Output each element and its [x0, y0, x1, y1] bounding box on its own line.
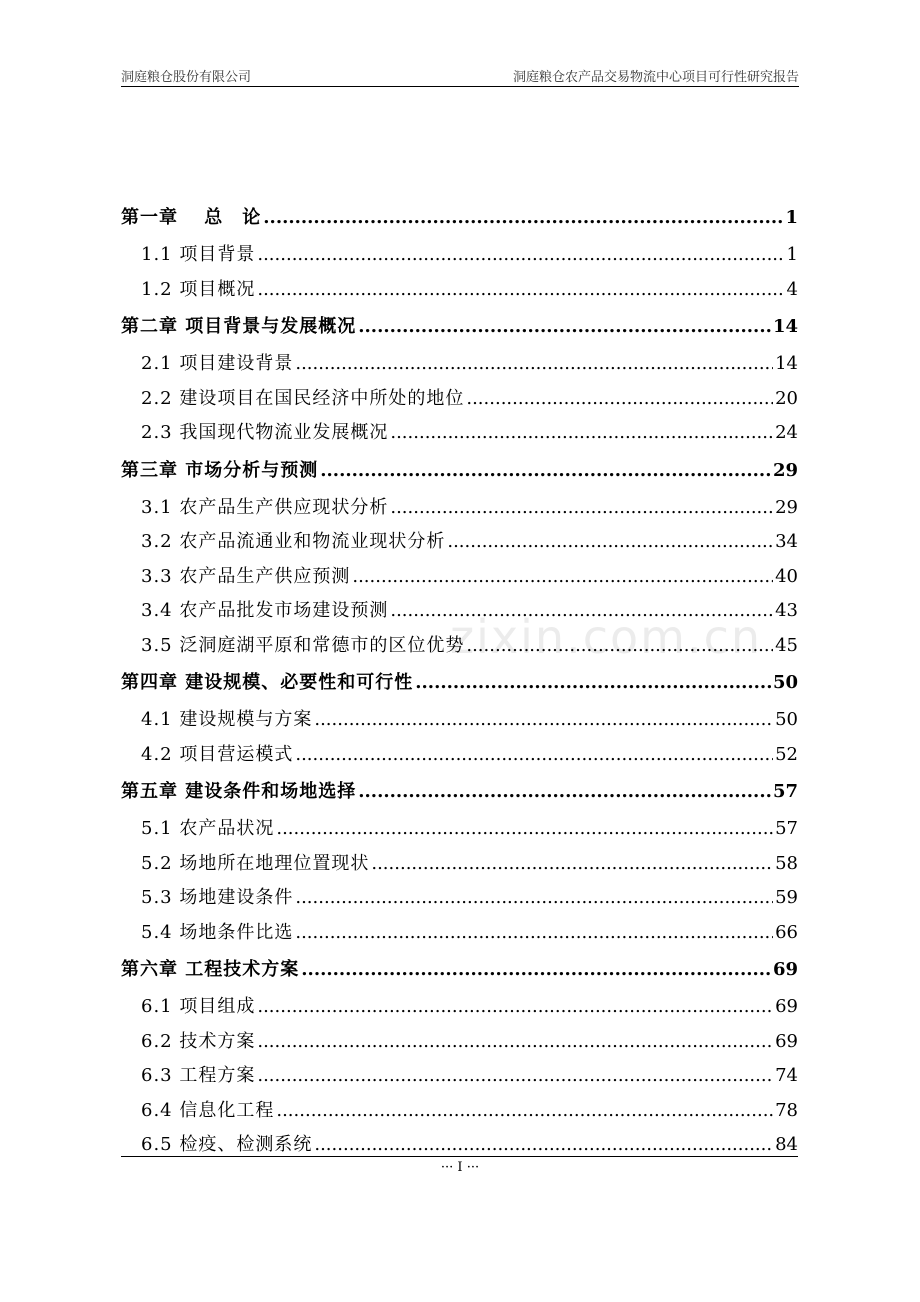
toc-entry-label: 3.5 泛洞庭湖平原和常德市的区位优势 [141, 634, 465, 656]
toc-section-entry[interactable] [121, 491, 798, 526]
toc-entry-label: 第五章 建设条件和场地选择 [121, 781, 357, 802]
toc-entry-label: 5.2 场地所在地理位置现状 [141, 852, 370, 874]
toc-dot-leader [314, 1128, 773, 1163]
toc-entry-label: 第一章 总 论 [121, 207, 262, 228]
toc-entry-page: 52 [775, 743, 798, 765]
toc-section-entry[interactable] [121, 1059, 798, 1094]
toc-entry-label: 第四章 建设规模、必要性和可行性 [121, 672, 414, 693]
toc-section-entry[interactable] [121, 1128, 798, 1163]
toc-entry-page: 14 [775, 353, 798, 374]
toc-entry-label: 5.3 场地建设条件 [141, 887, 294, 908]
toc-entry-page: 1 [785, 207, 798, 228]
toc-section-entry[interactable] [121, 347, 798, 382]
toc-dot-leader [257, 1025, 773, 1060]
toc-entry-page: 69 [775, 996, 798, 1017]
toc-dot-leader [263, 198, 783, 238]
toc-entry-page: 84 [775, 1134, 798, 1155]
toc-entry-label: 2.1 项目建设背景 [141, 353, 294, 374]
toc-section-entry[interactable] [121, 238, 798, 273]
toc-entry-page: 69 [775, 1030, 798, 1052]
toc-section-entry[interactable] [121, 703, 798, 738]
toc-entry-page: 66 [775, 921, 798, 943]
toc-entry-label: 3.2 农产品流通业和物流业现状分析 [141, 531, 446, 552]
toc-entry-page: 43 [775, 600, 798, 621]
toc-section-entry[interactable] [121, 629, 798, 664]
toc-entry-page: 24 [775, 422, 798, 443]
toc-entry-label: 6.4 信息化工程 [141, 1099, 275, 1121]
toc-chapter-entry[interactable] [121, 307, 798, 347]
toc-entry-page: 78 [775, 1099, 798, 1121]
toc-dot-leader [301, 950, 771, 990]
toc-entry-label: 3.4 农产品批发市场建设预测 [141, 600, 389, 621]
header-report-title: 洞庭粮仓农产品交易物流中心项目可行性研究报告 [512, 70, 799, 85]
toc-entry-page: 59 [775, 887, 798, 908]
toc-section-entry[interactable] [121, 525, 798, 560]
toc-dot-leader [447, 525, 773, 560]
toc-entry-label: 2.3 我国现代物流业发展概况 [141, 422, 389, 443]
toc-section-entry[interactable] [121, 990, 798, 1025]
toc-chapter-entry[interactable] [121, 451, 798, 491]
toc-dot-leader [257, 273, 784, 308]
toc-entry-page: 50 [775, 709, 798, 730]
toc-dot-leader [358, 307, 771, 347]
toc-section-entry[interactable] [121, 382, 798, 417]
toc-entry-page: 57 [775, 818, 798, 839]
toc-section-entry[interactable] [121, 1025, 798, 1060]
toc-dot-leader [466, 629, 773, 664]
toc-dot-leader [415, 663, 771, 703]
toc-dot-leader [352, 560, 773, 595]
toc-dot-leader [276, 812, 773, 847]
toc-entry-label: 第三章 市场分析与预测 [121, 459, 319, 481]
footer-page-number: ··· I ··· [440, 1160, 480, 1175]
header-company: 洞庭粮仓股份有限公司 [121, 70, 252, 85]
toc-entry-label: 2.2 建设项目在国民经济中所处的地位 [141, 387, 465, 409]
toc-entry-page: 1 [786, 244, 798, 265]
watermark: zixin.com.cn [450, 610, 763, 664]
toc-chapter-entry[interactable] [121, 772, 798, 812]
toc-section-entry[interactable] [121, 847, 798, 882]
toc-section-entry[interactable] [121, 1094, 798, 1129]
toc-dot-leader [390, 491, 773, 526]
toc-entry-label: 1.1 项目背景 [141, 244, 256, 265]
toc-dot-leader [320, 451, 771, 491]
toc-entry-page: 40 [775, 565, 798, 587]
toc-dot-leader [358, 772, 771, 812]
toc-entry-label: 6.3 工程方案 [141, 1065, 256, 1086]
toc-entry-label: 4.1 建设规模与方案 [141, 709, 313, 730]
toc-dot-leader [371, 847, 773, 882]
toc-entry-page: 50 [772, 672, 798, 693]
toc-section-entry[interactable] [121, 416, 798, 451]
toc-dot-leader [314, 703, 773, 738]
toc-section-entry[interactable] [121, 881, 798, 916]
toc-dot-leader [390, 416, 773, 451]
toc-entry-label: 4.2 项目营运模式 [141, 743, 294, 765]
toc-dot-leader [257, 238, 784, 273]
footer-divider [121, 1156, 798, 1157]
table-of-contents [121, 198, 798, 1163]
toc-dot-leader [295, 347, 773, 382]
toc-entry-label: 5.4 场地条件比选 [141, 921, 294, 943]
toc-section-entry[interactable] [121, 812, 798, 847]
toc-entry-page: 4 [786, 278, 798, 300]
toc-entry-page: 20 [775, 387, 798, 409]
toc-chapter-entry[interactable] [121, 950, 798, 990]
toc-entry-label: 6.1 项目组成 [141, 996, 256, 1017]
toc-entry-page: 14 [772, 316, 798, 337]
toc-dot-leader [466, 382, 773, 417]
toc-dot-leader [390, 594, 773, 629]
toc-section-entry[interactable] [121, 738, 798, 773]
toc-entry-page: 45 [775, 634, 798, 656]
toc-entry-label: 6.5 检疫、检测系统 [141, 1134, 313, 1155]
toc-dot-leader [295, 738, 773, 773]
toc-chapter-entry[interactable] [121, 663, 798, 703]
toc-dot-leader [295, 916, 773, 951]
toc-dot-leader [276, 1094, 773, 1129]
toc-section-entry[interactable] [121, 273, 798, 308]
toc-entry-page: 29 [772, 459, 798, 481]
toc-section-entry[interactable] [121, 916, 798, 951]
toc-entry-label: 第六章 工程技术方案 [121, 959, 300, 980]
toc-entry-label: 1.2 项目概况 [141, 278, 256, 300]
toc-entry-page: 29 [775, 496, 798, 518]
toc-section-entry[interactable] [121, 594, 798, 629]
toc-entry-page: 34 [775, 531, 798, 552]
toc-entry-page: 69 [772, 959, 798, 980]
toc-dot-leader [257, 1059, 773, 1094]
toc-entry-label: 6.2 技术方案 [141, 1030, 256, 1052]
toc-entry-label: 5.1 农产品状况 [141, 818, 275, 839]
toc-entry-label: 3.3 农产品生产供应预测 [141, 565, 351, 587]
toc-entry-label: 3.1 农产品生产供应现状分析 [141, 496, 389, 518]
toc-entry-page: 58 [775, 852, 798, 874]
page-header [121, 64, 799, 87]
toc-entry-page: 74 [775, 1065, 798, 1086]
toc-entry-label: 第二章 项目背景与发展概况 [121, 316, 357, 337]
toc-chapter-entry[interactable] [121, 198, 798, 238]
toc-dot-leader [257, 990, 773, 1025]
toc-section-entry[interactable] [121, 560, 798, 595]
toc-entry-page: 57 [772, 781, 798, 802]
toc-dot-leader [295, 881, 773, 916]
